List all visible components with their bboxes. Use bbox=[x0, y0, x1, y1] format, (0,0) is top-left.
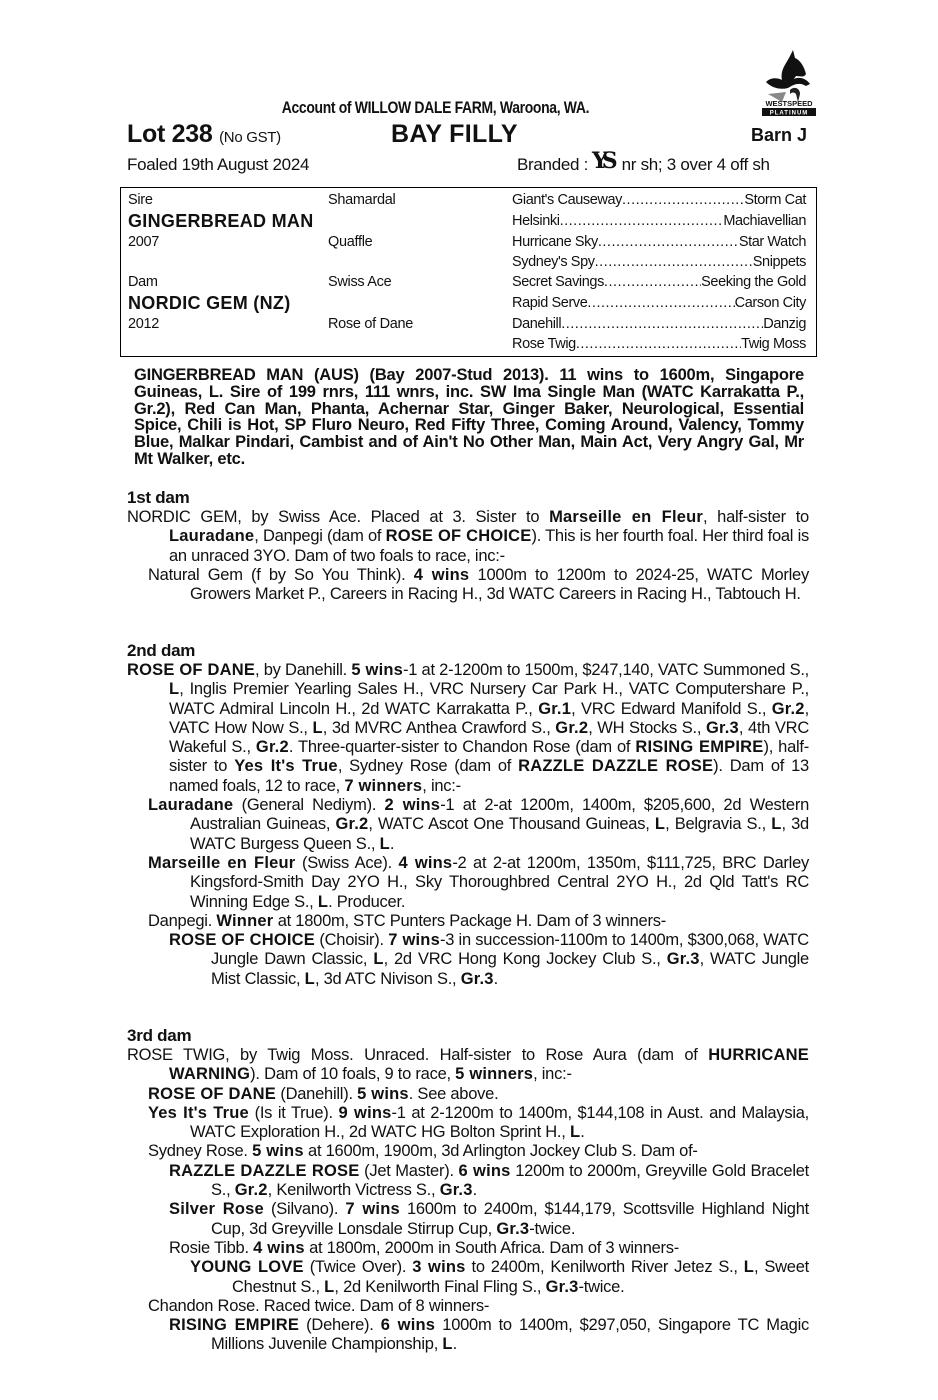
grandparent-row: Danehill ..... Danzig bbox=[512, 316, 806, 332]
progeny-paragraph: Yes It's True (Is it True). 9 wins-1 at 2-1200m to 1400m, $144,108 in Aust. and Malaysia, WATC Exploration H., 2d WATC HG Bolton Sprint H., L. bbox=[148, 1103, 810, 1142]
dam-dam: Rose of Dane bbox=[328, 316, 414, 332]
progeny-paragraph: ROSE OF DANE (Danehill). 5 wins. See above. bbox=[148, 1084, 499, 1103]
second-dam-section bbox=[127, 641, 809, 989]
progeny-paragraph: Natural Gem (f by So You Think). 4 wins 1000m to 1200m to 2024-25, WATC Morley Growers Market P., Careers in Racing H., 3d WATC Careers in Racing H., Tabtouch H. bbox=[148, 565, 809, 604]
progeny-paragraph: Silver Rose (Silvano). 7 wins 1600m to 2400m, $144,179, Scottsville Highland Night Cup, 3d Greyville Lonsdale Stirrup Cup, Gr.3-twice. bbox=[169, 1200, 809, 1238]
section-heading: 1st dam bbox=[127, 488, 190, 507]
progeny-paragraph: ROSE OF CHOICE (Choisir). 7 wins-3 in succession-1100m to 1400m, $300,068, WATC Jungle Dawn Classic, L, 2d VRC Hong Kong Jockey Club S., Gr.3, WATC Jungle Mist Classic, L, 3d ATC Nivison S., Gr.3. bbox=[169, 931, 809, 988]
brand-info: Branded : YS nr sh; 3 over 4 off sh bbox=[517, 148, 770, 174]
lot-line bbox=[127, 118, 807, 152]
progeny-paragraph: Chandon Rose. Raced twice. Dam of 8 winners- bbox=[148, 1296, 490, 1315]
progeny-paragraph: RAZZLE DAZZLE ROSE (Jet Master). 6 wins 1200m to 2000m, Greyville Gold Bracelet S., Gr.2, Kenilworth Victress S., Gr.3. bbox=[169, 1161, 809, 1200]
dam-year: 2012 bbox=[128, 316, 160, 332]
sex-colour: BAY FILLY bbox=[391, 120, 518, 148]
grandparent-row: Rapid Serve ..... Carson City bbox=[512, 295, 806, 311]
sire-year: 2007 bbox=[128, 234, 160, 250]
third-dam-section bbox=[127, 1026, 809, 1355]
foaled-date: Foaled 19th August 2024 bbox=[127, 155, 310, 174]
section-heading: 3rd dam bbox=[127, 1026, 192, 1045]
progeny-paragraph: Lauradane (General Nediym). 2 wins-1 at 2-at 1200m, 1400m, $205,600, 2d Western Australian Guineas, Gr.2, WATC Ascot One Thousand Guineas, L, Belgravia S., L, 3d WATC Burgess Queen S., L. bbox=[148, 796, 809, 853]
dam-label: Dam bbox=[128, 274, 158, 290]
lot-number: Lot 238 (No GST) bbox=[127, 120, 281, 148]
dam-paragraph: ROSE TWIG, by Twig Moss. Unraced. Half-sister to Rose Aura (dam of HURRICANE WARNING). Dam of 10 foals, 9 to race, 5 winners, inc:- bbox=[127, 1046, 809, 1084]
progeny-paragraph: YOUNG LOVE (Twice Over). 3 wins to 2400m, Kenilworth River Jetez S., L, Sweet Chestnut S., L, 2d Kenilworth Final Fling S., Gr.3-twice. bbox=[190, 1258, 809, 1296]
dam-paragraph: ROSE OF DANE, by Danehill. 5 wins-1 at 2-1200m to 1500m, $247,140, VATC Summoned S., L, Inglis Premier Yearling Sales H., VRC Nursery Car Park H., VATC Computershare P., WATC Admiral Lincoln H., 2d WATC Karrakatta P., Gr.1, VRC Edward Manifold S., Gr.2, VATC How Now S., L, 3d MVRC Anthea Crawford S., Gr.2, WH Stocks S., Gr.3, 4th VRC Wakeful S., Gr.2. Three-quarter-sister to Chandon Rose (dam of RISING EMPIRE), half-sister to Yes It's True, Sydney Rose (dam of RAZZLE DAZZLE ROSE). Dam of 13 named foals, 12 to race, 7 winners, inc:- bbox=[127, 661, 810, 795]
progeny-paragraph: RISING EMPIRE (Dehere). 6 wins 1000m to 1400m, $297,050, Singapore TC Magic Millions Juvenile Championship, L. bbox=[169, 1316, 810, 1354]
svg-text:PLATINUM: PLATINUM bbox=[769, 110, 809, 116]
grandparent-row: Giant's Causeway ..... Storm Cat bbox=[512, 192, 806, 208]
dam-sire: Swiss Ace bbox=[328, 274, 392, 290]
progeny-paragraph: Marseille en Fleur (Swiss Ace). 4 wins-2 at 2-at 1200m, 1350m, $111,725, BRC Darley Kingsford-Smith Day 2YO H., Sky Thoroughbred Central 2YO H., 2d Qld Tatt's RC Winning Edge S., L. Producer. bbox=[148, 853, 809, 911]
first-dam-section bbox=[127, 488, 809, 604]
gst-note: (No GST) bbox=[219, 129, 281, 146]
sire-sire: Shamardal bbox=[328, 192, 396, 208]
grandparent-row: Rose Twig ..... Twig Moss bbox=[512, 336, 806, 352]
barn-label: Barn J bbox=[750, 125, 807, 145]
progeny-paragraph: Rosie Tibb. 4 wins at 1800m, 2000m in South Africa. Dam of 3 winners- bbox=[169, 1238, 680, 1257]
pedigree-table bbox=[120, 187, 817, 357]
progeny-paragraph: Sydney Rose. 5 wins at 1600m, 1900m, 3d Arlington Jockey Club S. Dam of- bbox=[148, 1142, 698, 1161]
sire-summary: GINGERBREAD MAN (AUS) (Bay 2007-Stud 2013). 11 wins to 1600m, Singapore Guineas, L. Sire of 199 rnrs, 111 wnrs, inc. SW Ima Single Man (WATC Karrakatta P., Gr.2), Red Can Man, Phanta, Achernar Star, Ginger Baker, Neurological, Essential Spice, Chili is Hot, SP Fluro Neuro, Red Fifty Three, Coming Around, Valency, Tommy Blue, Malkar Pindari, Cambist and of Ain't No Other Man, Main Act, Very Angry Gal, Mr Mt Walker, etc. bbox=[134, 366, 804, 468]
grandparent-row: Hurricane Sky ..... Star Watch bbox=[512, 234, 806, 250]
dam-name: NORDIC GEM (NZ) bbox=[128, 293, 291, 313]
sire-name: GINGERBREAD MAN bbox=[128, 211, 314, 231]
grandparent-row: Secret Savings ..... Seeking the Gold bbox=[512, 274, 806, 290]
brand-mark-icon: YS bbox=[592, 148, 612, 174]
sire-dam: Quaffle bbox=[328, 234, 373, 250]
vendor-account: Account of WILLOW DALE FARM, Waroona, WA. bbox=[281, 98, 589, 117]
progeny-paragraph: Danpegi. Winner at 1800m, STC Punters Package H. Dam of 3 winners- bbox=[148, 911, 666, 930]
dam-paragraph: NORDIC GEM, by Swiss Ace. Placed at 3. Sister to Marseille en Fleur, half-sister to Lauradane, Danpegi (dam of ROSE OF CHOICE). This is her fourth foal. Her third foal is an unraced 3YO. Dam of two foals to race, inc:- bbox=[127, 508, 809, 565]
grandparent-row: Sydney's Spy ..... Snippets bbox=[512, 254, 806, 270]
svg-text:WESTSPEED: WESTSPEED bbox=[765, 99, 813, 108]
sire-label: Sire bbox=[128, 192, 153, 208]
section-heading: 2nd dam bbox=[127, 641, 196, 660]
grandparent-row: Helsinki ..... Machiavellian bbox=[512, 213, 806, 229]
